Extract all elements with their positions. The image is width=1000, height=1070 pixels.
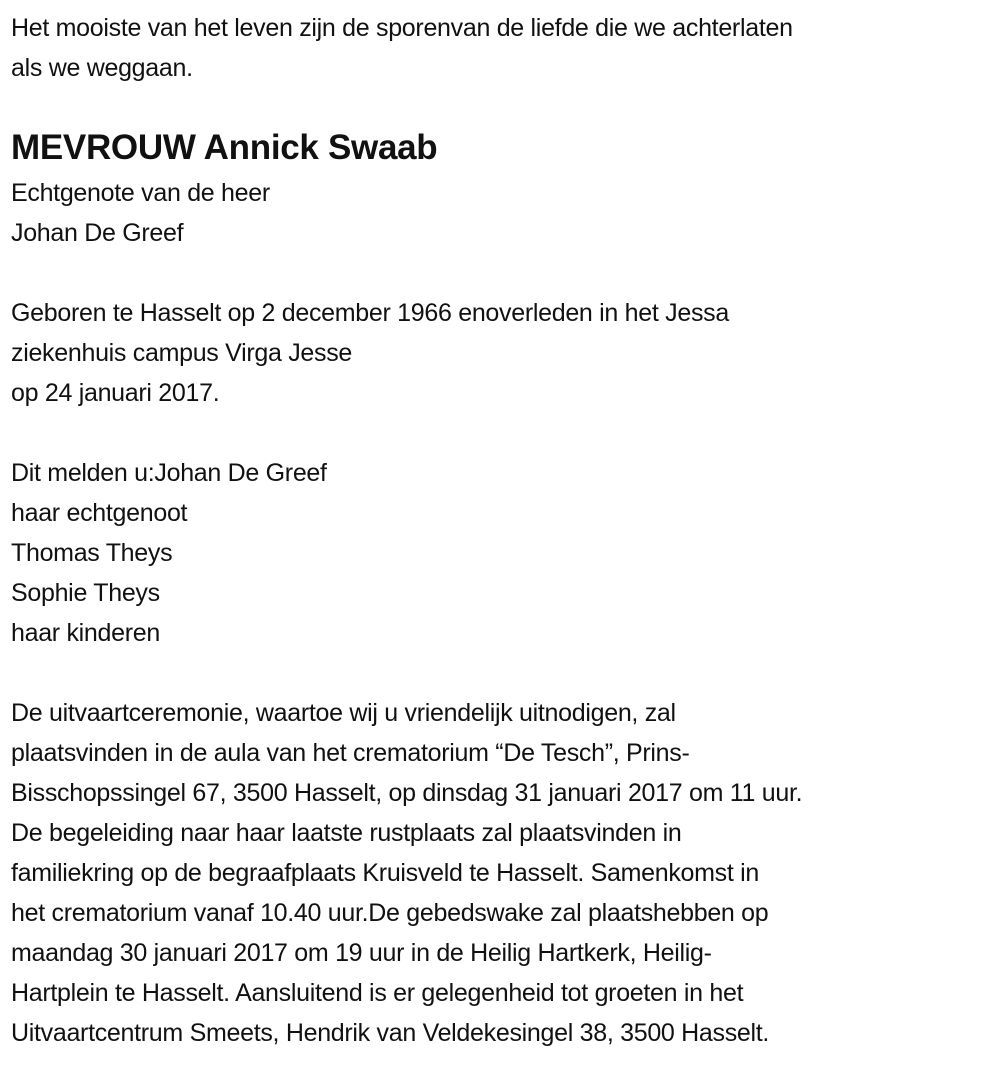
spouse-line: Johan De Greef [11, 219, 184, 247]
announcer-line: Dit melden u:Johan De Greef [11, 459, 327, 487]
spacer [11, 653, 1000, 693]
ceremony-line: plaatsvinden in de aula van het crematorium “De Tesch”, Prins- [11, 739, 690, 767]
birth-death-line: op 24 januari 2017. [11, 379, 220, 407]
announcers-block [11, 453, 1000, 653]
birth-death-line: Geboren te Hasselt op 2 december 1966 enoverleden in het Jessa [11, 299, 729, 327]
ceremony-line: Uitvaartcentrum Smeets, Hendrik van Veldekesingel 38, 3500 Hasselt. [11, 1019, 770, 1047]
quote-line: als we weggaan. [11, 54, 193, 82]
ceremony-line: Bisschopssingel 67, 3500 Hasselt, op dinsdag 31 januari 2017 om 11 uur. [11, 779, 803, 807]
spacer [11, 413, 1000, 453]
spouse-block [11, 173, 1000, 253]
announcer-line: haar kinderen [11, 619, 160, 647]
birth-death-block [11, 293, 1000, 413]
ceremony-line: De uitvaartceremonie, waartoe wij u vriendelijk uitnodigen, zal [11, 699, 676, 727]
ceremony-line: het crematorium vanaf 10.40 uur.De gebedswake zal plaatshebben op [11, 899, 769, 927]
announcer-line: haar echtgenoot [11, 499, 188, 527]
announcer-line: Thomas Theys [11, 539, 173, 567]
ceremony-line: maandag 30 januari 2017 om 19 uur in de Heilig Hartkerk, Heilig- [11, 939, 712, 967]
spacer [11, 253, 1000, 293]
birth-death-line: ziekenhuis campus Virga Jesse [11, 339, 353, 367]
ceremony-line: Hartplein te Hasselt. Aansluitend is er gelegenheid tot groeten in het [11, 979, 744, 1007]
ceremony-line: De begeleiding naar haar laatste rustplaats zal plaatsvinden in [11, 819, 682, 847]
opening-quote [11, 8, 1000, 88]
ceremony-line: familiekring op de begraafplaats Kruisveld te Hasselt. Samenkomst in [11, 859, 760, 887]
spouse-line: Echtgenote van de heer [11, 179, 270, 207]
announcer-line: Sophie Theys [11, 579, 160, 607]
ceremony-block [11, 693, 1000, 1053]
quote-line: Het mooiste van het leven zijn de sporenvan de liefde die we achterlaten [11, 14, 793, 42]
deceased-name-heading: MEVROUW Annick Swaab [11, 128, 438, 167]
